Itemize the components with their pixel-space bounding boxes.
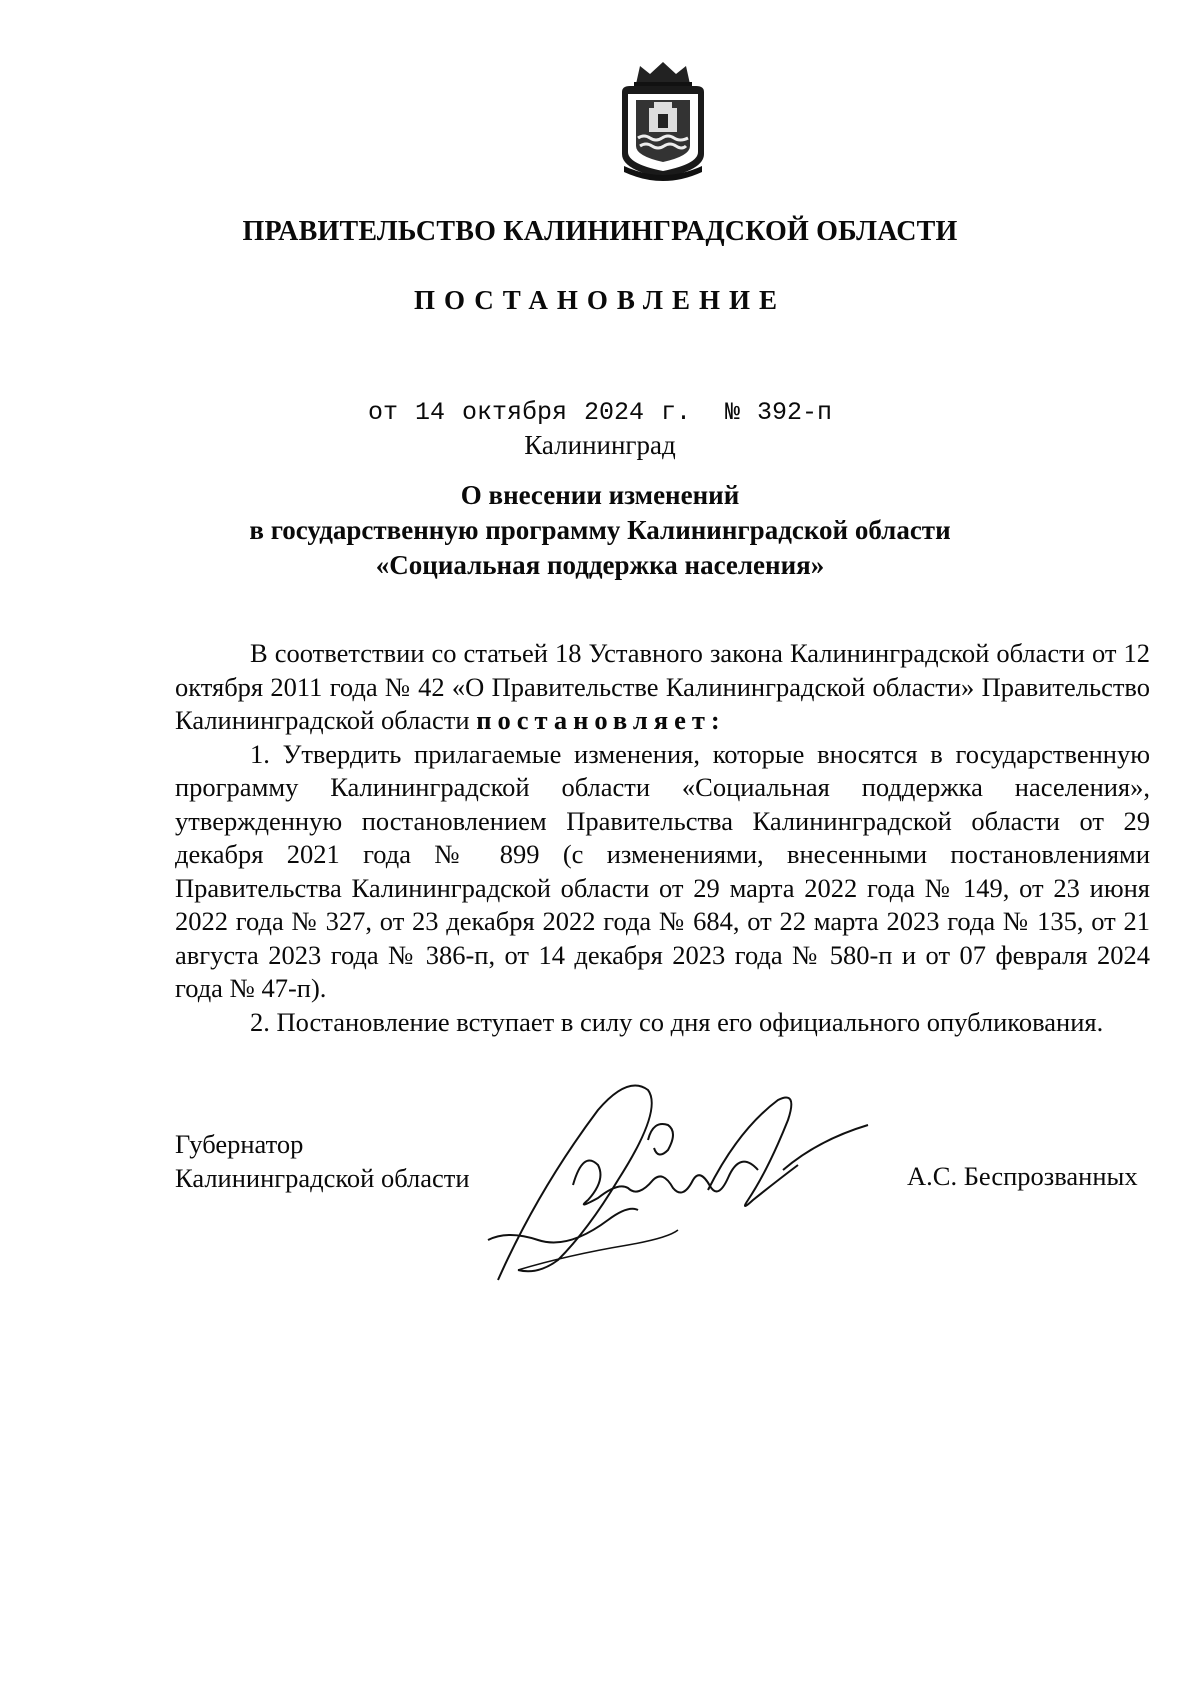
resolves-word: постановляет: [476, 705, 726, 735]
document-date-number [0, 398, 1200, 427]
document-type-heading: ПОСТАНОВЛЕНИЕ [413, 285, 787, 315]
document-subject [0, 478, 1200, 583]
subject-line: О внесении изменений [460, 480, 740, 510]
document-number: № 392-п [725, 398, 833, 427]
organization-title: ПРАВИТЕЛЬСТВО КАЛИНИНГРАДСКОЙ ОБЛАСТИ [242, 216, 958, 247]
subject-line: в государственную программу Калининградской области [249, 515, 951, 545]
preamble-text: В соответствии со статьей 18 Уставного закона Калининградской области от 12 октября 2011 года № 42 «О Правительстве Калининградской области» Правительство Калининградской области [175, 638, 1150, 735]
signatory-position-line: Губернатор [175, 1129, 304, 1159]
signatory-name: А.С. Беспрозванных [907, 1161, 1138, 1191]
document-city: Калининград [524, 430, 676, 460]
document-body [175, 637, 1150, 1039]
document-date: от 14 октября 2024 г. [367, 398, 691, 427]
preamble-paragraph [175, 637, 1150, 738]
handwritten-signature-icon [478, 1070, 888, 1310]
kaliningrad-coat-of-arms-icon [614, 58, 712, 182]
item-2-paragraph: 2. Постановление вступает в силу со дня его официального опубликования. [250, 1006, 1104, 1037]
subject-line: «Социальная поддержка населения» [375, 550, 825, 580]
signatory-position-line: Калининградской области [175, 1163, 470, 1193]
signatory-position [175, 1127, 470, 1195]
item-1-paragraph: 1. Утвердить прилагаемые изменения, которые вносятся в государственную программу Калининградской области «Социальная поддержка населения», утвержденную постановлением Правительства Калининградской области от 29 декабря 2021 года № 899 (с изменениями, внесенными постановлениями Правительства Калининградской области от 29 марта 2022 года № 149, от 23 июня 2022 года № 327, от 23 декабря 2022 года № 684, от 22 марта 2023 года № 135, от 21 августа 2023 года № 386-п, от 14 декабря 2023 года № 580-п и от 07 февраля 2024 года № 47-п). [175, 738, 1150, 1003]
